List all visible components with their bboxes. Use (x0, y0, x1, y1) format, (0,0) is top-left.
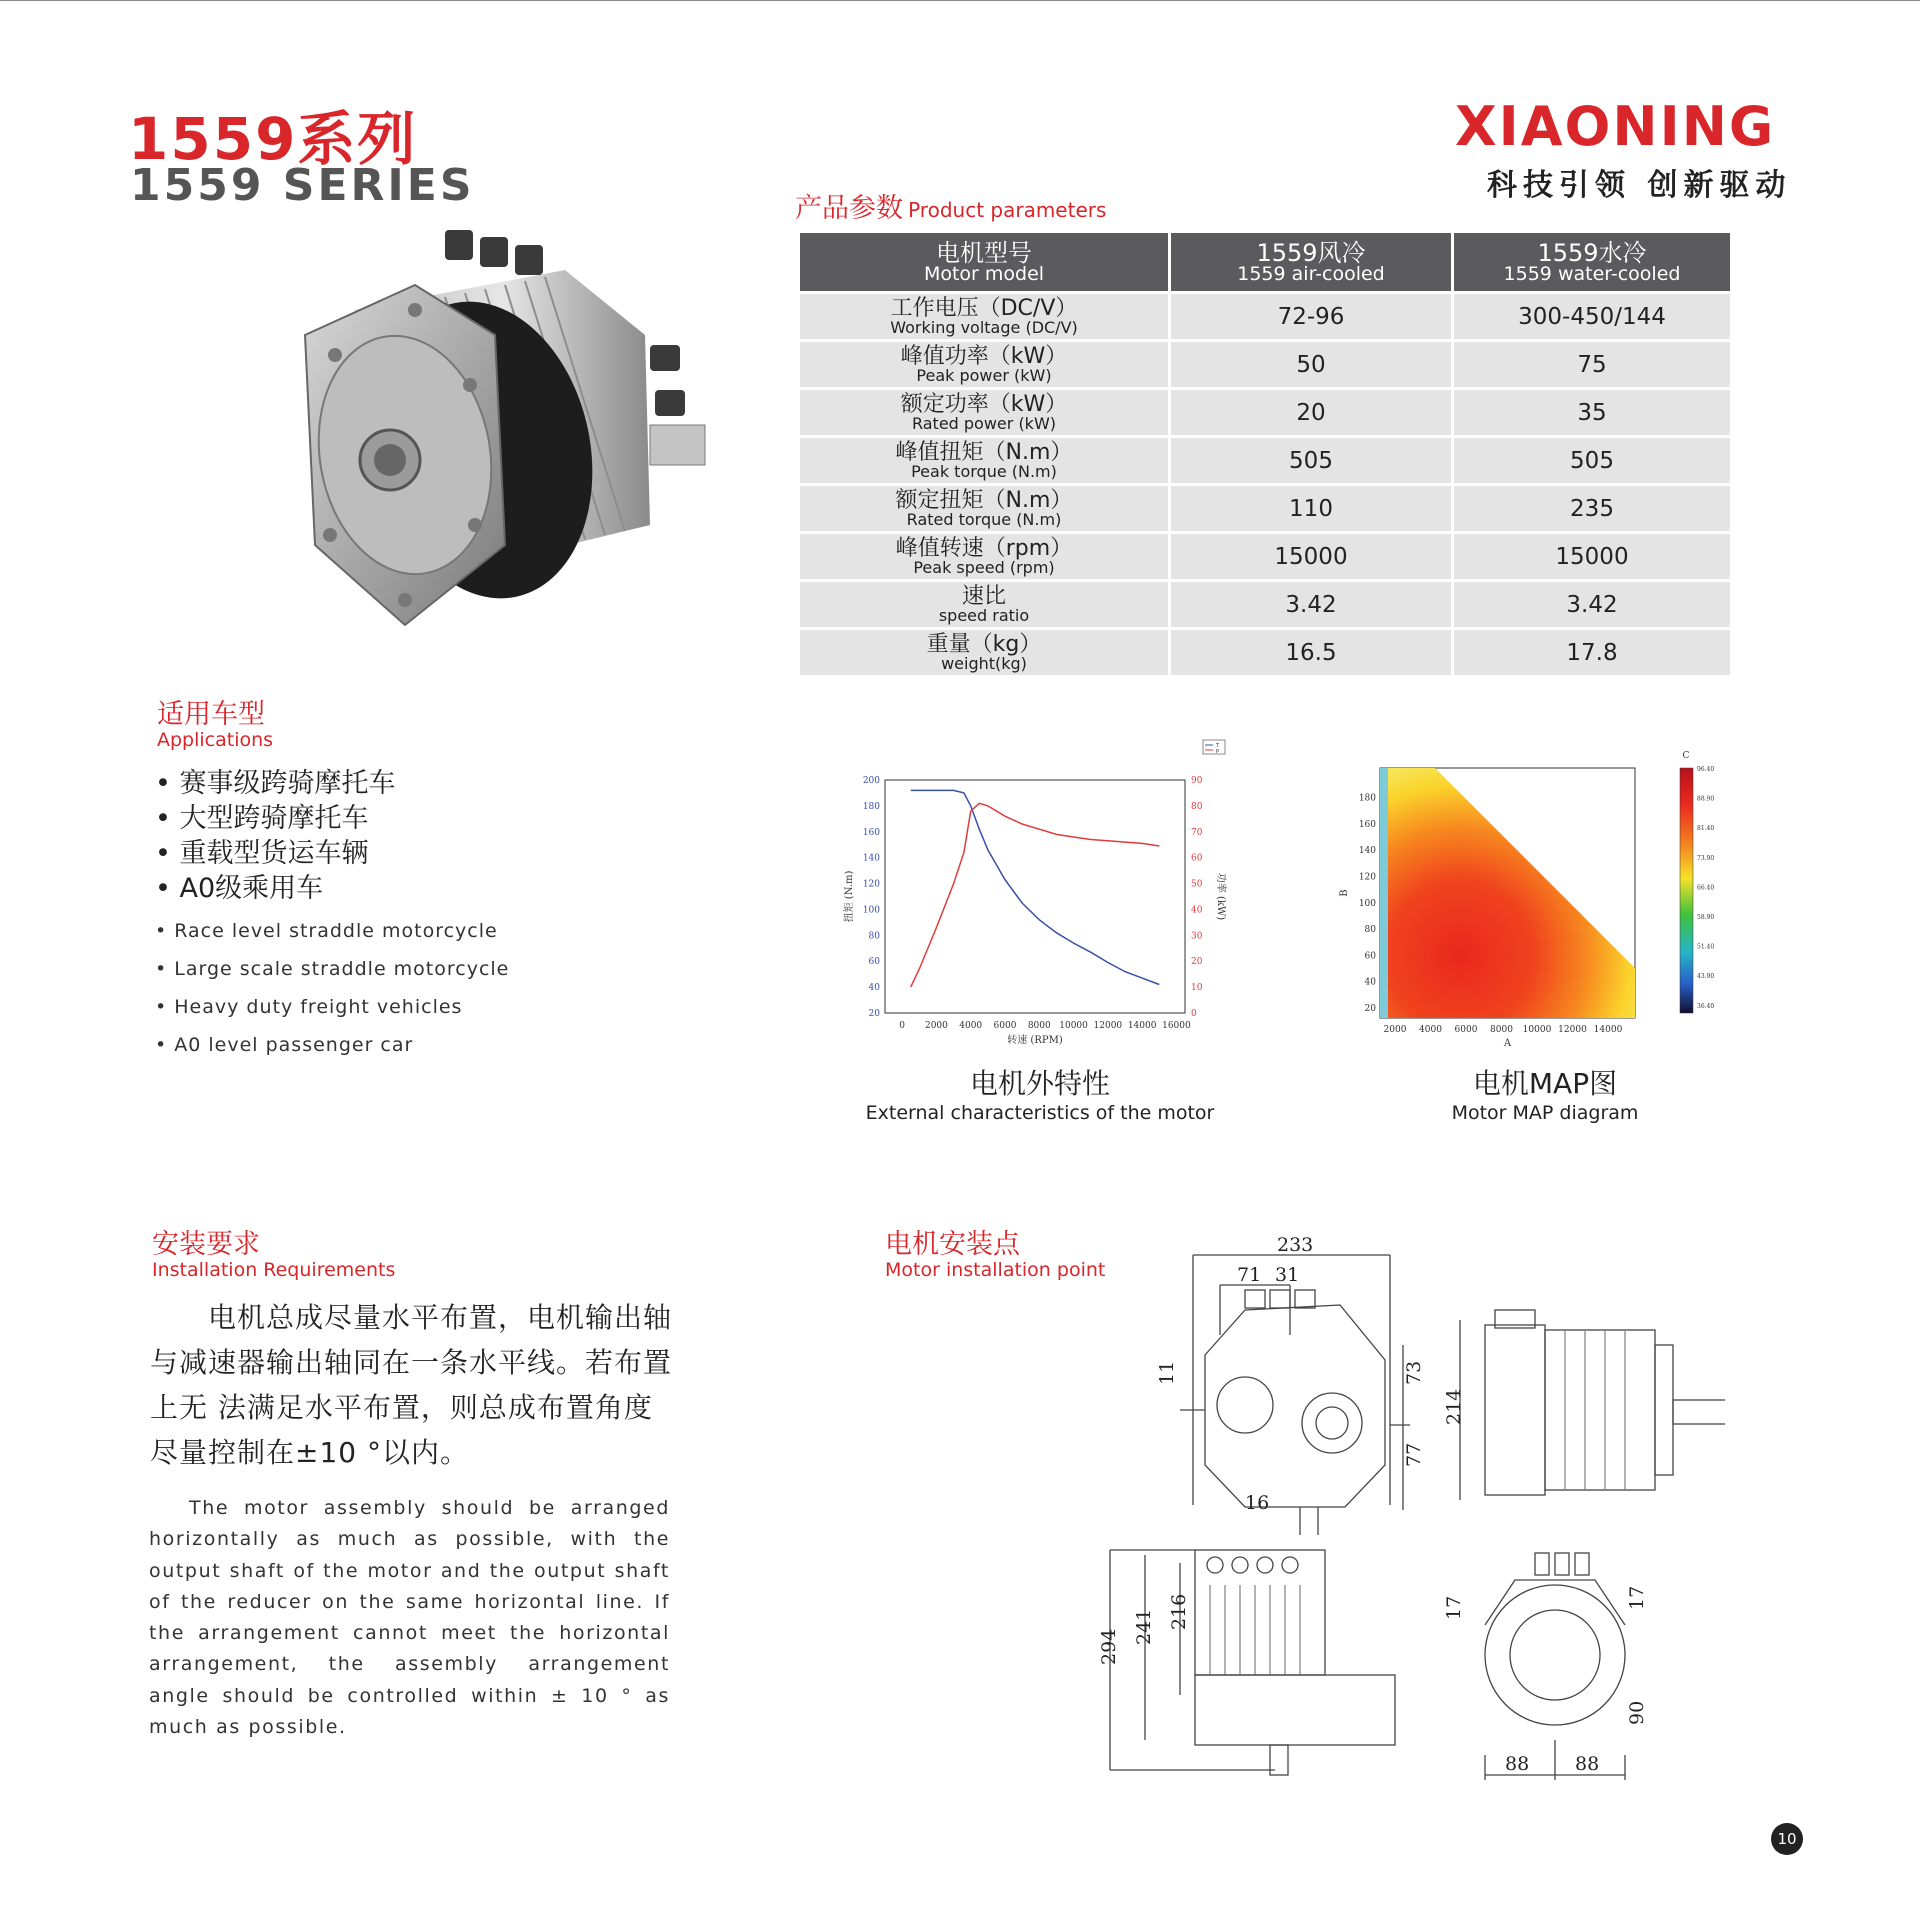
y-tick-label: 160 (862, 827, 880, 838)
x-tick-label: 2000 (1383, 1025, 1407, 1035)
y2-tick-label: 60 (1191, 853, 1203, 864)
map-caption-en: Motor MAP diagram (1451, 1102, 1639, 1124)
row-value-air: 505 (1170, 437, 1453, 485)
row-label-en: Working voltage (DC/V) (890, 317, 1078, 337)
y-tick-label: 120 (1358, 872, 1376, 883)
y2-tick-label: 30 (1191, 931, 1203, 942)
list-item: • A0级乘用车 (155, 873, 324, 904)
row-value-water: 75 (1453, 341, 1732, 389)
row-label-en: Peak torque (N.m) (911, 461, 1057, 481)
y2-tick-label: 70 (1191, 827, 1203, 838)
row-value-air: 16.5 (1170, 629, 1453, 677)
row-value-water: 17.8 (1453, 629, 1732, 677)
x-axis-label: 转速 (RPM) (1007, 1035, 1063, 1046)
y-tick-label: 60 (868, 957, 880, 968)
dim-90: 90 (1626, 1700, 1648, 1725)
motor-map-caption (1400, 1062, 1690, 1124)
colorbar-tick-label: 51.40 (1697, 943, 1715, 951)
top-view-drawing (1110, 1550, 1395, 1775)
y2-tick-label: 10 (1191, 983, 1203, 994)
table-row (799, 485, 1732, 533)
row-label (799, 533, 1170, 581)
y2-tick-label: 90 (1191, 776, 1203, 786)
installation-heading-en: Installation Requirements (152, 1259, 396, 1281)
mount-heading-en: Motor installation point (885, 1259, 1106, 1281)
applications-heading-cn: 适用车型 (157, 699, 265, 730)
dim-294: 294 (1098, 1628, 1120, 1665)
y-tick-label: 20 (868, 1009, 880, 1019)
page-title-en: 1559 SERIES (130, 160, 475, 211)
row-label (799, 485, 1170, 533)
header-model-cn: 电机型号 (936, 238, 1032, 267)
x-tick-label: 12000 (1558, 1025, 1587, 1035)
y-tick-label: 100 (1358, 898, 1376, 909)
list-item: • Race level straddle motorcycle (155, 920, 498, 942)
y-tick-label: 140 (1358, 846, 1376, 857)
dim-31: 31 (1275, 1264, 1300, 1286)
y-tick-label: 140 (862, 853, 880, 864)
row-value-air: 50 (1170, 341, 1453, 389)
rear-view-drawing (1485, 1553, 1625, 1780)
y-tick-label: 180 (862, 801, 880, 812)
brand-logo (1455, 95, 1791, 204)
y2-tick-label: 20 (1191, 957, 1203, 968)
table-row (799, 293, 1732, 341)
applications-heading (157, 692, 273, 751)
installation-heading-cn: 安装要求 (152, 1229, 260, 1260)
params-heading-cn: 产品参数 (795, 193, 903, 224)
row-label-en: Peak power (kW) (916, 365, 1052, 385)
x-tick-label: 6000 (1454, 1025, 1478, 1035)
dim-216: 216 (1168, 1593, 1190, 1630)
header-col2-en: 1559 water-cooled (1503, 262, 1681, 285)
y-tick-label: 180 (1358, 793, 1376, 804)
list-item: • 重载型货运车辆 (155, 838, 369, 869)
legend-label: P (1216, 749, 1220, 755)
dim-214: 214 (1443, 1388, 1465, 1425)
installation-heading (152, 1222, 395, 1281)
motor-map-chart (1335, 740, 1735, 1060)
y2-tick-label: 0 (1191, 1009, 1197, 1019)
list-item: • 赛事级跨骑摩托车 (155, 768, 396, 799)
dim-77: 77 (1403, 1442, 1425, 1467)
dim-233: 233 (1277, 1235, 1314, 1256)
x-tick-label: 14000 (1593, 1025, 1623, 1035)
y-tick-label: 20 (1364, 1004, 1376, 1014)
table-row (799, 581, 1732, 629)
x-tick-label: 8000 (1027, 1021, 1051, 1031)
x-tick-label: 10000 (1522, 1025, 1552, 1035)
header-col2-cn: 1559水冷 (1537, 238, 1647, 267)
row-label-en: Rated power (kW) (911, 413, 1057, 433)
row-label (799, 341, 1170, 389)
front-view-drawing (1180, 1255, 1410, 1535)
colorbar-tick-label: 96.40 (1697, 766, 1715, 773)
side-view-drawing (1460, 1310, 1725, 1500)
row-value-air: 110 (1170, 485, 1453, 533)
y-tick-label: 200 (862, 776, 880, 786)
motor-product-image (295, 215, 715, 645)
page-title-cn: 1559系列 (128, 105, 418, 173)
table-row (799, 533, 1732, 581)
row-value-water: 505 (1453, 437, 1732, 485)
y-tick-label: 120 (862, 879, 880, 890)
row-value-air: 3.42 (1170, 581, 1453, 629)
row-label-cn: 峰值扭矩（N.m） (895, 439, 1073, 465)
ext-caption-en: External characteristics of the motor (865, 1102, 1215, 1124)
table-row (799, 341, 1732, 389)
y-tick-label: 40 (868, 983, 880, 994)
params-header-row (799, 232, 1732, 293)
logo-wordmark: XIAONING (1455, 95, 1776, 158)
y-tick-label: 40 (1364, 977, 1376, 988)
row-label-cn: 额定功率（kW） (900, 391, 1068, 417)
logo-slogan: 科技引领 创新驱动 (1487, 168, 1792, 203)
header-col1-cn: 1559风冷 (1256, 238, 1366, 267)
dim-88-right: 88 (1575, 1753, 1600, 1775)
colorbar-tick-label: 88.90 (1697, 795, 1715, 803)
x-axis-label: A (1503, 1038, 1512, 1049)
row-label-en: Rated torque (N.m) (906, 509, 1062, 529)
y-tick-label: 80 (1364, 925, 1376, 936)
colorbar-tick-label: 36.40 (1697, 1002, 1715, 1010)
row-label-cn: 速比 (961, 583, 1006, 609)
x-tick-label: 2000 (924, 1021, 948, 1031)
y2-tick-label: 50 (1191, 879, 1203, 890)
x-tick-label: 16000 (1162, 1021, 1191, 1031)
colorbar-tick-label: 43.90 (1697, 973, 1715, 981)
row-label (799, 581, 1170, 629)
y2-axis-label: 功率 (kW) (1215, 872, 1226, 921)
header-col2 (1453, 232, 1732, 293)
mount-heading-cn: 电机安装点 (885, 1229, 1020, 1260)
y-tick-label: 80 (868, 931, 880, 942)
list-item: • Large scale straddle motorcycle (155, 958, 510, 980)
x-tick-label: 6000 (993, 1021, 1017, 1031)
header-col1 (1170, 232, 1453, 293)
list-item: • Heavy duty freight vehicles (155, 996, 463, 1018)
row-value-water: 35 (1453, 389, 1732, 437)
row-label-en: Peak speed (rpm) (913, 557, 1055, 577)
top-rule (0, 0, 1920, 1)
x-tick-label: 14000 (1127, 1021, 1157, 1031)
colorbar-tick-label: 58.90 (1697, 914, 1715, 921)
row-label-cn: 工作电压（DC/V） (890, 295, 1078, 321)
colorbar (1680, 768, 1693, 1013)
colorbar-tick-label: 66.40 (1697, 884, 1715, 892)
y-tick-label: 100 (862, 905, 880, 916)
series-line (911, 790, 1160, 984)
installation-text-cn: 电机总成尽量水平布置，电机输出轴与减速器输出轴同在一条水平线。若布置上无 法满足水平布置，则总成布置角度尽量控制在±10 °以内。 (150, 1301, 673, 1469)
row-label-cn: 重量（kg） (926, 631, 1042, 657)
row-value-air: 72-96 (1170, 293, 1453, 341)
map-caption-cn: 电机MAP图 (1472, 1067, 1618, 1100)
legend-box (1203, 740, 1225, 754)
row-value-air: 15000 (1170, 533, 1453, 581)
header-col1-en: 1559 air-cooled (1237, 262, 1385, 285)
dim-17-right: 17 (1626, 1585, 1648, 1610)
external-characteristics-caption (860, 1062, 1220, 1124)
row-value-water: 3.42 (1453, 581, 1732, 629)
row-value-water: 300-450/144 (1453, 293, 1732, 341)
row-label (799, 437, 1170, 485)
row-label-cn: 峰值功率（kW） (900, 343, 1068, 369)
list-item: • A0 level passenger car (155, 1034, 414, 1056)
applications-heading-en: Applications (157, 729, 274, 751)
row-value-water: 15000 (1453, 533, 1732, 581)
applications-list (155, 766, 509, 1064)
row-label-cn: 峰值转速（rpm） (895, 535, 1073, 561)
y-tick-label: 160 (1358, 819, 1376, 830)
y2-tick-label: 80 (1191, 801, 1203, 812)
colorbar-tick-label: 73.90 (1697, 854, 1715, 862)
x-tick-label: 12000 (1093, 1021, 1123, 1031)
external-characteristics-chart (840, 735, 1240, 1055)
dim-16: 16 (1245, 1492, 1270, 1514)
series-line (911, 803, 1160, 987)
colorbar-tick-label: 81.40 (1697, 825, 1715, 833)
x-tick-label: 4000 (959, 1021, 983, 1031)
dim-71: 71 (1237, 1264, 1262, 1286)
y2-tick-label: 40 (1191, 905, 1203, 916)
y-axis-label: B (1339, 889, 1350, 897)
x-tick-label: 4000 (1419, 1025, 1442, 1035)
dim-17-left: 17 (1443, 1595, 1465, 1620)
params-heading (795, 186, 1106, 225)
header-model (799, 232, 1170, 293)
dim-241: 241 (1133, 1608, 1155, 1645)
mounting-drawings (1085, 1235, 1725, 1780)
row-value-water: 235 (1453, 485, 1732, 533)
ext-caption-cn: 电机外特性 (969, 1067, 1110, 1100)
row-label-cn: 额定扭矩（N.m） (895, 487, 1073, 513)
colorbar-label: C (1682, 751, 1690, 761)
table-row (799, 437, 1732, 485)
dim-88-left: 88 (1505, 1753, 1530, 1775)
row-label-en: weight(kg) (941, 653, 1027, 673)
table-row (799, 389, 1732, 437)
y-tick-label: 60 (1364, 951, 1376, 962)
row-label (799, 629, 1170, 677)
dim-11: 11 (1156, 1360, 1178, 1385)
params-heading-en: Product parameters (908, 198, 1107, 222)
x-tick-label: 10000 (1059, 1021, 1088, 1031)
x-tick-label: 0 (899, 1021, 906, 1031)
page-number: 10 (1771, 1823, 1803, 1855)
row-label-en: speed ratio (938, 605, 1030, 625)
header-model-en: Motor model (923, 262, 1045, 285)
table-row (799, 629, 1732, 677)
params-table (797, 230, 1733, 678)
dim-73: 73 (1403, 1360, 1425, 1385)
y-axis-label: 扭矩 (N.m) (844, 870, 855, 923)
installation-text-en: The motor assembly should be arranged horizontally as much as possible, with the output shaft of the motor and the output shaft of the reducer on the same horizontal line. If the arrangement cannot meet the horizontal arrangement, the assembly arrangement angle should be controlled within ± 10 ° as much as possible. (149, 1497, 670, 1739)
x-tick-label: 8000 (1490, 1025, 1513, 1035)
list-item: • 大型跨骑摩托车 (155, 803, 369, 834)
row-value-air: 20 (1170, 389, 1453, 437)
row-label (799, 293, 1170, 341)
low-speed-band (1380, 768, 1388, 1018)
mount-heading (885, 1222, 1105, 1281)
legend-label: T (1216, 743, 1220, 749)
row-label (799, 389, 1170, 437)
